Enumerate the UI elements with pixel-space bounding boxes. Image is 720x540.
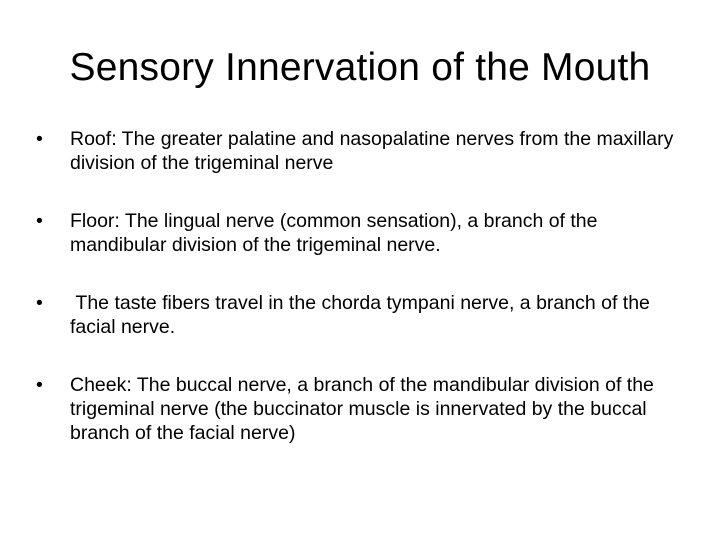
bullet-icon: • (36, 374, 43, 396)
bullet-roof (36, 127, 676, 175)
bullet-icon: • (36, 292, 43, 314)
bullet-icon: • (36, 210, 43, 232)
bullet-text: Cheek: The buccal nerve, a branch of the mandibular division of the trigeminal nerve (the buccinator muscle is innervated by the buccal branch of the facial nerve) (70, 374, 654, 444)
bullet-taste (36, 291, 676, 339)
bullet-text: Roof: The greater palatine and nasopalatine nerves from the maxillary division of the trigeminal nerve (70, 128, 674, 174)
bullet-text: Floor: The lingual nerve (common sensation), a branch of the mandibular division of the trigeminal nerve. (70, 210, 598, 256)
bullet-list (36, 127, 676, 445)
bullet-text: The taste fibers travel in the chorda tympani nerve, a branch of the facial nerve. (70, 292, 656, 338)
bullet-icon: • (36, 128, 43, 150)
bullet-floor (36, 209, 676, 257)
slide-title: Sensory Innervation of the Mouth (69, 46, 651, 89)
bullet-cheek (36, 373, 676, 445)
